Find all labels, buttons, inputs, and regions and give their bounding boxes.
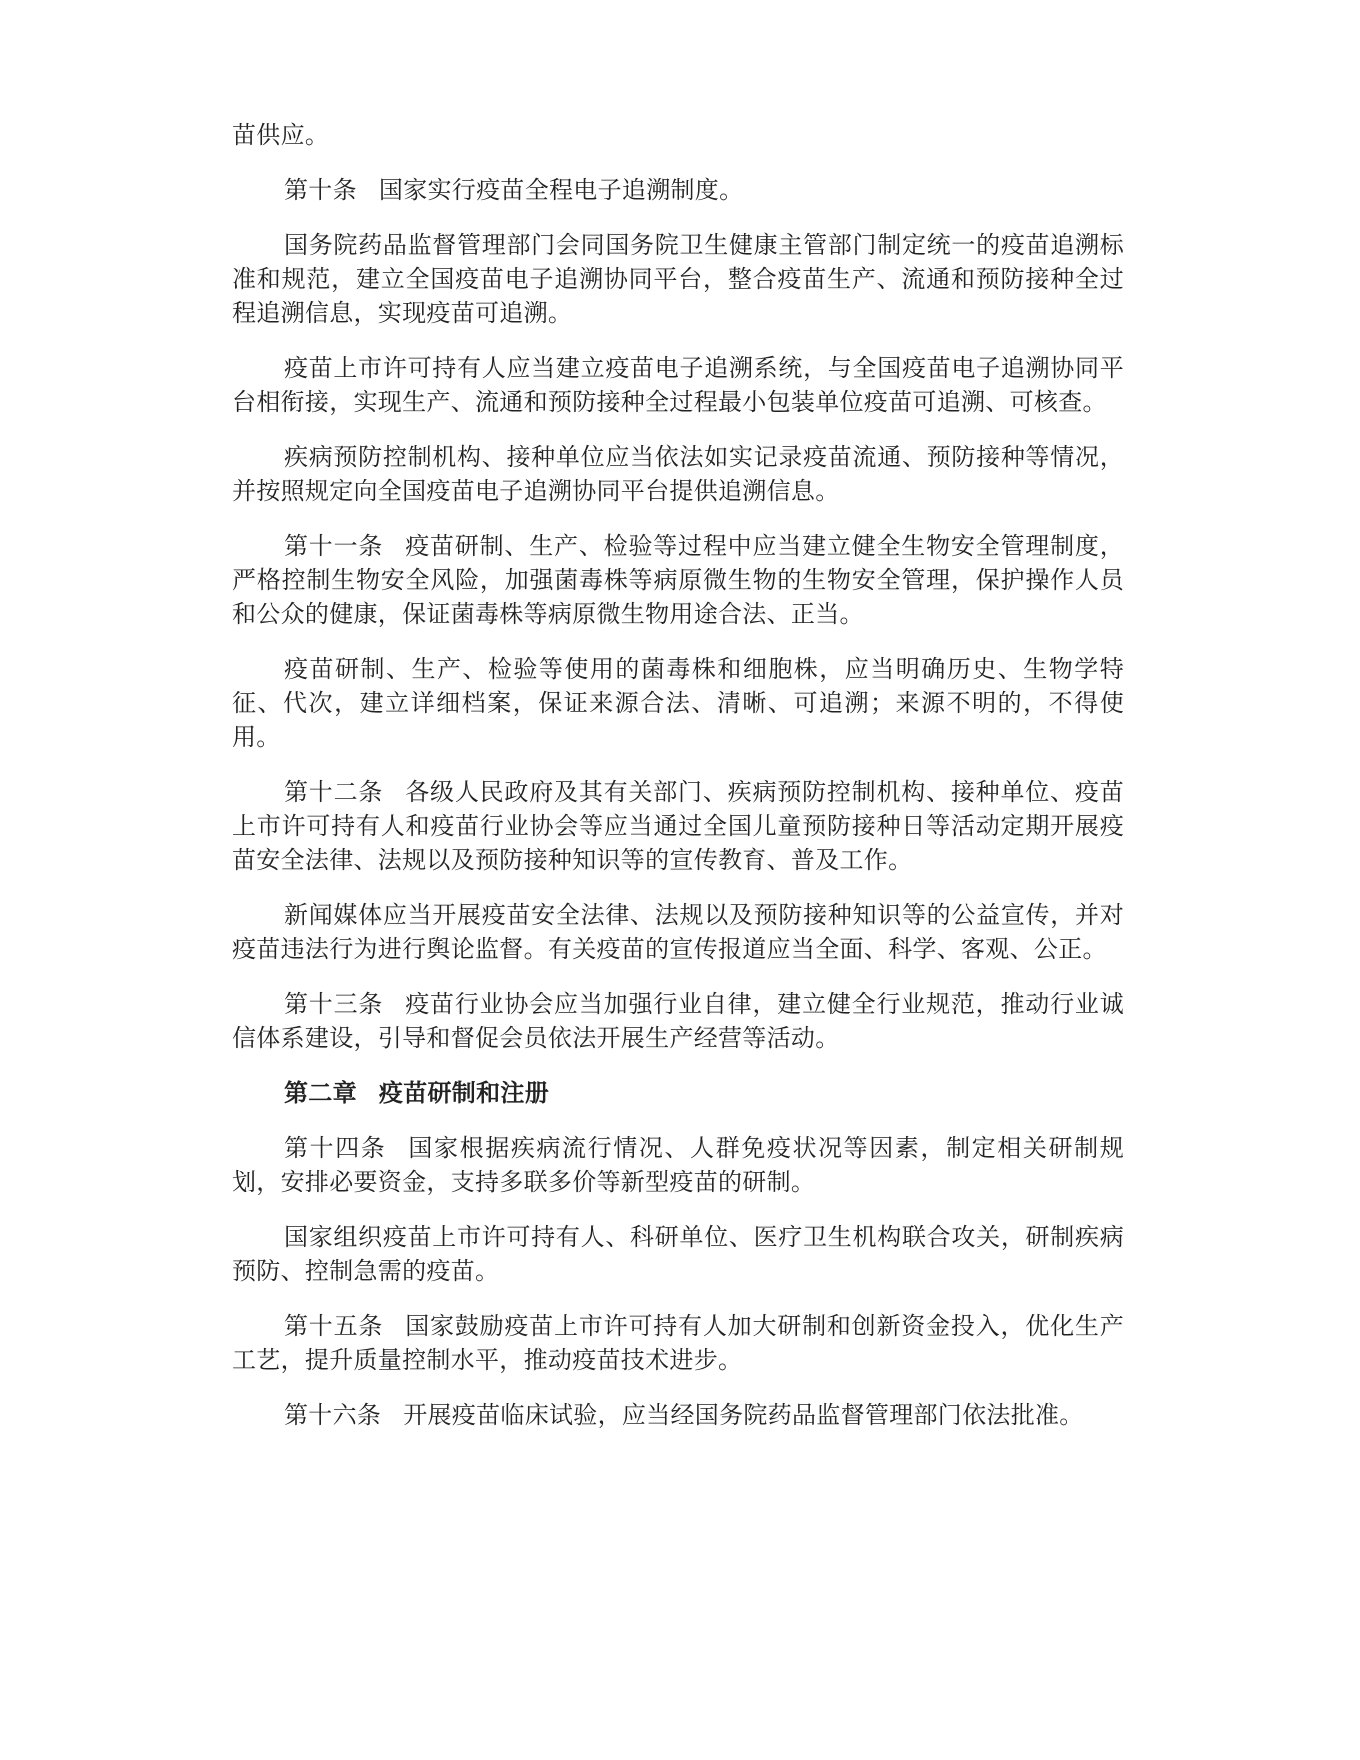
chapter-heading	[232, 1076, 1124, 1110]
article-number: 第十六条	[284, 1401, 382, 1429]
article-number: 第十条	[284, 176, 357, 204]
paragraph	[232, 1220, 1124, 1288]
paragraph-text: 疫苗上市许可持有人应当建立疫苗电子追溯系统，与全国疫苗电子追溯协同平台相衔接，实现生产、流通和预防接种全过程最小包装单位疫苗可追溯、可核查。	[232, 354, 1124, 416]
article-16	[232, 1398, 1124, 1432]
article-11	[232, 529, 1124, 631]
article-text: 国家鼓励疫苗上市许可持有人加大研制和创新资金投入，优化生产工艺，提升质量控制水平，推动疫苗技术进步。	[232, 1312, 1124, 1374]
paragraph-text: 国家组织疫苗上市许可持有人、科研单位、医疗卫生机构联合攻关，研制疾病预防、控制急需的疫苗。	[232, 1223, 1124, 1285]
article-text: 国家实行疫苗全程电子追溯制度。	[378, 176, 744, 204]
article-number: 第十二条	[284, 778, 384, 806]
article-12	[232, 775, 1124, 877]
article-text: 开展疫苗临床试验，应当经国务院药品监督管理部门依法批准。	[403, 1401, 1084, 1429]
article-number: 第十三条	[284, 990, 384, 1018]
paragraph	[232, 440, 1124, 508]
paragraph-text: 新闻媒体应当开展疫苗安全法律、法规以及预防接种知识等的公益宣传，并对疫苗违法行为进行舆论监督。有关疫苗的宣传报道应当全面、科学、客观、公正。	[232, 901, 1124, 963]
paragraph-text: 疫苗研制、生产、检验等使用的菌毒株和细胞株，应当明确历史、生物学特征、代次，建立详细档案，保证来源合法、清晰、可追溯；来源不明的，不得使用。	[232, 655, 1124, 751]
chapter-number: 第二章	[284, 1079, 357, 1107]
document-page	[232, 118, 1124, 1453]
chapter-title: 疫苗研制和注册	[378, 1079, 550, 1107]
article-number: 第十五条	[284, 1312, 384, 1340]
article-text: 各级人民政府及其有关部门、疾病预防控制机构、接种单位、疫苗上市许可持有人和疫苗行业协会等应当通过全国儿童预防接种日等活动定期开展疫苗安全法律、法规以及预防接种知识等的宣传教育、普及工作。	[232, 778, 1124, 874]
article-14	[232, 1131, 1124, 1199]
article-text: 疫苗研制、生产、检验等过程中应当建立健全生物安全管理制度，严格控制生物安全风险，加强菌毒株等病原微生物的生物安全管理，保护操作人员和公众的健康，保证菌毒株等病原微生物用途合法、正当。	[232, 532, 1124, 628]
article-13	[232, 987, 1124, 1055]
paragraph	[232, 351, 1124, 419]
article-text: 国家根据疾病流行情况、人群免疫状况等因素，制定相关研制规划，安排必要资金，支持多联多价等新型疫苗的研制。	[232, 1134, 1124, 1196]
article-number: 第十四条	[284, 1134, 387, 1162]
paragraph-continuation	[232, 118, 1124, 152]
paragraph	[232, 228, 1124, 330]
paragraph-text: 国务院药品监督管理部门会同国务院卫生健康主管部门制定统一的疫苗追溯标准和规范，建立全国疫苗电子追溯协同平台，整合疫苗生产、流通和预防接种全过程追溯信息，实现疫苗可追溯。	[232, 231, 1124, 327]
article-15	[232, 1309, 1124, 1377]
paragraph	[232, 898, 1124, 966]
paragraph-text: 疾病预防控制机构、接种单位应当依法如实记录疫苗流通、预防接种等情况，并按照规定向全国疫苗电子追溯协同平台提供追溯信息。	[232, 443, 1124, 505]
paragraph-text: 苗供应。	[232, 121, 330, 149]
article-10	[232, 173, 1124, 207]
paragraph	[232, 652, 1124, 754]
article-number: 第十一条	[284, 532, 384, 560]
article-text: 疫苗行业协会应当加强行业自律，建立健全行业规范，推动行业诚信体系建设，引导和督促会员依法开展生产经营等活动。	[232, 990, 1124, 1052]
